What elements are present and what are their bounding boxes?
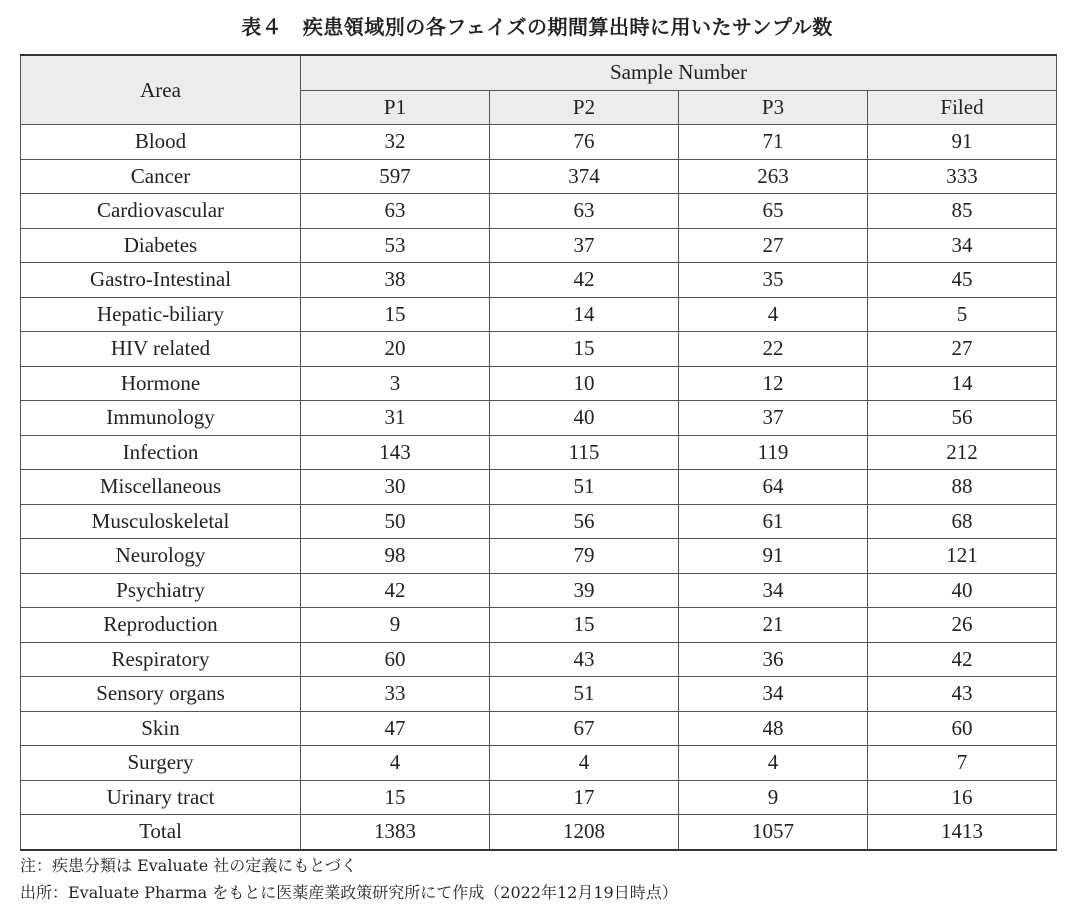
value-cell-p2: 51 [490,470,679,505]
area-cell: Hepatic-biliary [21,297,301,332]
value-cell-p2: 67 [490,711,679,746]
value-cell-p2: 17 [490,780,679,815]
area-cell: Immunology [21,401,301,436]
value-cell-p3: 21 [679,608,868,643]
value-cell-p2: 374 [490,159,679,194]
table-row [21,228,1057,263]
value-cell-p2: 39 [490,573,679,608]
area-cell: Musculoskeletal [21,504,301,539]
area-cell: Surgery [21,746,301,781]
value-cell-filed: 85 [868,194,1057,229]
table-row [21,159,1057,194]
value-cell-p3: 4 [679,297,868,332]
value-cell-p3: 1057 [679,815,868,850]
area-header: Area [21,55,301,125]
area-cell: Reproduction [21,608,301,643]
value-cell-p1: 30 [301,470,490,505]
value-cell-p1: 42 [301,573,490,608]
table-row [21,470,1057,505]
value-cell-filed: 68 [868,504,1057,539]
value-cell-p2: 43 [490,642,679,677]
area-cell: Total [21,815,301,850]
area-cell: Urinary tract [21,780,301,815]
value-cell-p3: 119 [679,435,868,470]
value-cell-p3: 64 [679,470,868,505]
table-row [21,366,1057,401]
value-cell-p1: 53 [301,228,490,263]
value-cell-p2: 63 [490,194,679,229]
value-cell-filed: 16 [868,780,1057,815]
value-cell-p2: 10 [490,366,679,401]
table-row [21,608,1057,643]
area-cell: Cancer [21,159,301,194]
value-cell-filed: 121 [868,539,1057,574]
value-cell-p3: 91 [679,539,868,574]
value-cell-p3: 27 [679,228,868,263]
value-cell-p3: 71 [679,125,868,160]
table-row [21,677,1057,712]
value-cell-p1: 60 [301,642,490,677]
table-row [21,711,1057,746]
value-cell-p3: 9 [679,780,868,815]
value-cell-p2: 42 [490,263,679,298]
value-cell-p2: 4 [490,746,679,781]
table-row [21,263,1057,298]
value-cell-filed: 34 [868,228,1057,263]
table-row [21,504,1057,539]
table-row [21,539,1057,574]
value-cell-p3: 34 [679,677,868,712]
value-cell-filed: 26 [868,608,1057,643]
column-header-p3: P3 [679,90,868,125]
value-cell-p3: 37 [679,401,868,436]
footnotes [20,852,678,906]
value-cell-p3: 36 [679,642,868,677]
value-cell-p1: 3 [301,366,490,401]
value-cell-p2: 40 [490,401,679,436]
value-cell-p1: 143 [301,435,490,470]
table-row [21,780,1057,815]
value-cell-p2: 15 [490,608,679,643]
value-cell-filed: 45 [868,263,1057,298]
value-cell-filed: 212 [868,435,1057,470]
value-cell-p1: 597 [301,159,490,194]
value-cell-filed: 40 [868,573,1057,608]
value-cell-p1: 20 [301,332,490,367]
note-source: 出所：Evaluate Pharma をもとに医薬産業政策研究所にて作成（2022年12月19日時点） [20,883,678,902]
table-row [21,642,1057,677]
area-cell: Infection [21,435,301,470]
table-header [21,55,1057,125]
area-cell: Miscellaneous [21,470,301,505]
value-cell-p3: 48 [679,711,868,746]
value-cell-filed: 56 [868,401,1057,436]
table-row [21,332,1057,367]
value-cell-p1: 15 [301,780,490,815]
value-cell-p1: 50 [301,504,490,539]
value-cell-p3: 12 [679,366,868,401]
table-row [21,125,1057,160]
value-cell-filed: 7 [868,746,1057,781]
table-row [21,746,1057,781]
value-cell-filed: 88 [868,470,1057,505]
value-cell-filed: 60 [868,711,1057,746]
table-title: 表４ 疾患領域別の各フェイズの期間算出時に用いたサンプル数 [241,15,833,39]
value-cell-p3: 22 [679,332,868,367]
area-cell: Psychiatry [21,573,301,608]
value-cell-p2: 37 [490,228,679,263]
value-cell-p3: 263 [679,159,868,194]
note-definition: 注：疾患分類は Evaluate 社の定義にもとづく [20,856,357,875]
area-cell: Cardiovascular [21,194,301,229]
value-cell-p3: 65 [679,194,868,229]
value-cell-p2: 115 [490,435,679,470]
value-cell-filed: 42 [868,642,1057,677]
value-cell-p2: 1208 [490,815,679,850]
table-row [21,297,1057,332]
value-cell-p2: 14 [490,297,679,332]
table-row [21,194,1057,229]
value-cell-p1: 98 [301,539,490,574]
value-cell-filed: 27 [868,332,1057,367]
value-cell-p1: 33 [301,677,490,712]
area-cell: Neurology [21,539,301,574]
value-cell-p1: 9 [301,608,490,643]
table-body [21,125,1057,850]
value-cell-filed: 91 [868,125,1057,160]
value-cell-p2: 56 [490,504,679,539]
value-cell-filed: 14 [868,366,1057,401]
value-cell-p2: 76 [490,125,679,160]
value-cell-filed: 1413 [868,815,1057,850]
area-cell: Diabetes [21,228,301,263]
value-cell-p2: 79 [490,539,679,574]
value-cell-p1: 38 [301,263,490,298]
area-cell: Gastro-Intestinal [21,263,301,298]
value-cell-p2: 15 [490,332,679,367]
sample-number-header: Sample Number [301,55,1057,90]
area-cell: Hormone [21,366,301,401]
value-cell-p1: 47 [301,711,490,746]
value-cell-filed: 5 [868,297,1057,332]
column-header-filed: Filed [868,90,1057,125]
sample-number-table [20,54,1057,851]
value-cell-p3: 61 [679,504,868,539]
column-header-p2: P2 [490,90,679,125]
value-cell-filed: 43 [868,677,1057,712]
value-cell-filed: 333 [868,159,1057,194]
table-row [21,401,1057,436]
area-cell: Blood [21,125,301,160]
value-cell-p1: 32 [301,125,490,160]
value-cell-p1: 15 [301,297,490,332]
area-cell: HIV related [21,332,301,367]
total-row [21,815,1057,850]
value-cell-p1: 31 [301,401,490,436]
column-header-p1: P1 [301,90,490,125]
header-row-group [21,55,1057,90]
table-row [21,435,1057,470]
value-cell-p3: 4 [679,746,868,781]
value-cell-p3: 35 [679,263,868,298]
table-row [21,573,1057,608]
value-cell-p1: 1383 [301,815,490,850]
area-cell: Sensory organs [21,677,301,712]
value-cell-p1: 63 [301,194,490,229]
value-cell-p3: 34 [679,573,868,608]
area-cell: Skin [21,711,301,746]
value-cell-p2: 51 [490,677,679,712]
value-cell-p1: 4 [301,746,490,781]
area-cell: Respiratory [21,642,301,677]
